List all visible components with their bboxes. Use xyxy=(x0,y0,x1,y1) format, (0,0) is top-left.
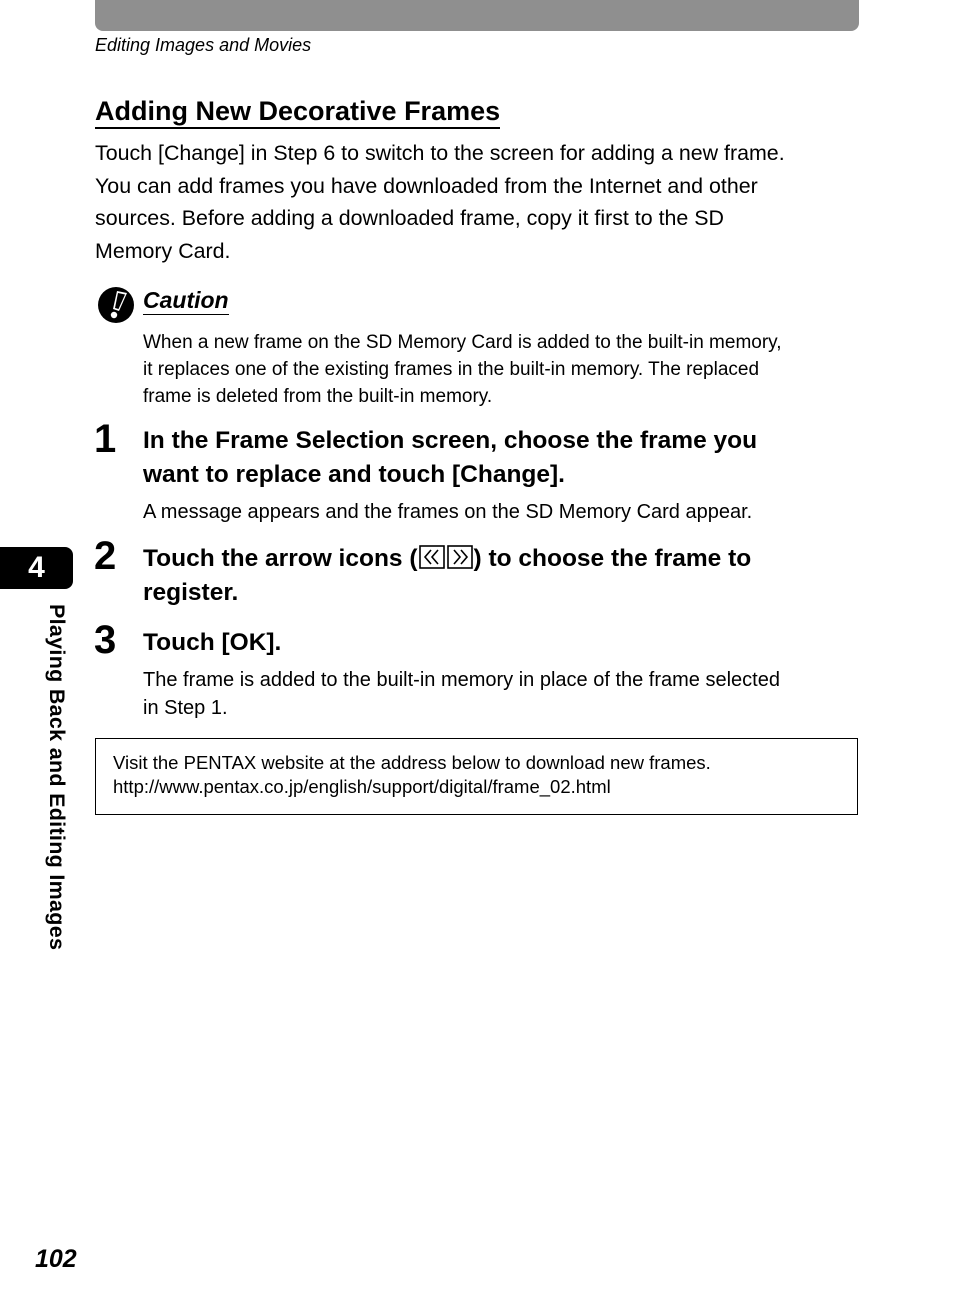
caution-line: it replaces one of the existing frames in the built-in memory. The replaced xyxy=(143,359,760,380)
step-title xyxy=(143,424,757,492)
header-bar xyxy=(95,0,859,31)
note-url: http://www.pentax.co.jp/english/support/digital/frame_02.html xyxy=(113,776,611,797)
step-body xyxy=(143,666,780,722)
step-title-line: register. xyxy=(143,579,239,606)
intro-line: You can add frames you have downloaded from the Internet and other xyxy=(95,173,758,198)
running-header: Editing Images and Movies xyxy=(95,35,312,55)
arrow-right-icon xyxy=(447,545,473,569)
page-number: 102 xyxy=(35,1245,77,1273)
intro-line: sources. Before adding a downloaded frame, copy it first to the SD xyxy=(95,206,724,230)
chapter-number: 4 xyxy=(28,551,45,584)
intro-line: Touch [Change] in Step 6 to switch to the screen for adding a new frame. xyxy=(95,141,785,165)
note-text xyxy=(113,751,711,799)
note-line: Visit the PENTAX website at the address below to download new frames. xyxy=(113,752,711,773)
step-number: 2 xyxy=(94,534,117,578)
chapter-title: Playing Back and Editing Images xyxy=(45,604,69,951)
arrow-left-icon xyxy=(419,545,445,569)
section-title: Adding New Decorative Frames xyxy=(95,95,500,129)
caution-line: frame is deleted from the built-in memory. xyxy=(143,386,493,407)
intro-paragraph xyxy=(95,137,860,267)
step-title-line: Touch [OK]. xyxy=(143,629,282,656)
step-title-text: Touch the arrow icons ( xyxy=(143,545,418,572)
step-number: 3 xyxy=(94,618,117,662)
caution-label: Caution xyxy=(143,287,229,313)
caution-line: When a new frame on the SD Memory Card is added to the built-in memory, xyxy=(143,332,782,353)
step-title xyxy=(143,626,281,660)
caution-text xyxy=(143,329,863,410)
step-number: 1 xyxy=(94,417,117,461)
caution-exclamation-icon xyxy=(97,286,135,324)
step-title-text: ) to choose the frame to xyxy=(473,545,752,572)
intro-line: Memory Card. xyxy=(95,238,231,263)
step-title-line: In the Frame Selection screen, choose the frame you xyxy=(143,427,758,454)
chapter-tab xyxy=(0,547,73,589)
step-body xyxy=(143,498,752,526)
step-body-line: The frame is added to the built-in memory in place of the frame selected xyxy=(143,669,780,691)
step-body-line: A message appears and the frames on the SD Memory Card appear. xyxy=(143,501,753,523)
note-box xyxy=(95,738,858,815)
step-title-line xyxy=(143,542,751,576)
step-title-line: want to replace and touch [Change]. xyxy=(143,461,565,488)
step-title xyxy=(143,542,751,610)
step-body-line: in Step 1. xyxy=(143,697,228,719)
